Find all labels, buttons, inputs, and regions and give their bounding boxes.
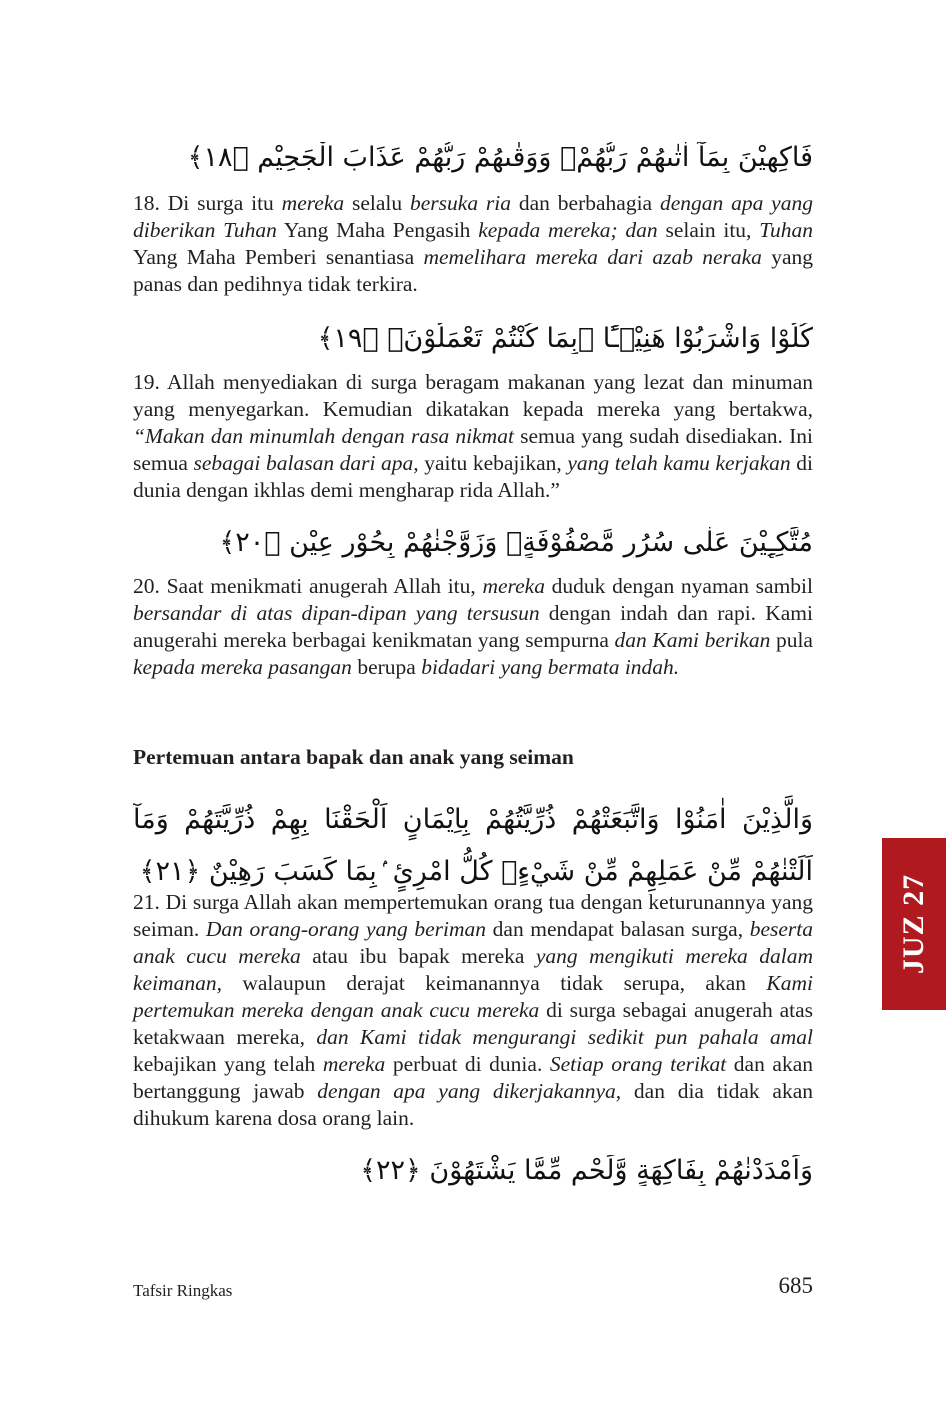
translation-verse-20: [133, 573, 813, 681]
text-run: dan akan bertanggung jawab: [133, 1052, 813, 1103]
italic-phrase: Setiap orang terikat: [549, 1052, 727, 1076]
text-run: 21. Di surga Allah akan mempertemukan orang tua dengan keturunannya yang seiman.: [133, 890, 813, 941]
juz-tab: [882, 838, 946, 1010]
italic-phrase: memelihara mereka dari azab neraka: [423, 245, 762, 269]
arabic-verse-20: مُتَّكِـِٕيْنَ عَلٰى سُرُرٍ مَّصْفُوْفَةٍۚ وَزَوَّجْنٰهُمْ بِحُوْرٍ عِيْنٍ ﴿٢٠﴾: [219, 527, 813, 558]
text-run: yang panas dan pedihnya tidak terkira.: [133, 245, 814, 296]
text-run: dan berbahagia: [511, 191, 660, 215]
italic-phrase: dan Kami tidak mengurangi sedikit pun pahala amal: [316, 1025, 813, 1049]
italic-phrase: kepada mereka; dan: [478, 218, 658, 242]
text-run: yaitu kebajikan,: [418, 451, 568, 475]
italic-phrase: kepada mereka pasangan: [133, 655, 352, 679]
text-run: semua yang sudah disediakan. Ini semua: [133, 424, 814, 475]
italic-phrase: dengan apa yang dikerjakannya,: [317, 1079, 622, 1103]
text-run: dengan indah dan rapi. Kami anugerahi mereka berbagai kenikmatan yang sempurna: [133, 601, 813, 652]
text-run: walaupun derajat keimanannya tidak serupa, akan: [221, 971, 767, 995]
text-run: duduk dengan nyaman sambil: [544, 574, 813, 598]
arabic-verse-21: وَالَّذِيْنَ اٰمَنُوْا وَاتَّبَعَتْهُمْ ذُرِّيَّتُهُمْ بِاِيْمَانٍ اَلْحَقْنَا بِهِمْ ذُرِّيَّتَهُمْ وَمَآ اَلَتْنٰهُمْ مِّنْ عَمَلِهِمْ مِّنْ شَيْءٍۗ كُلُّ امْرِئٍ ۢبِمَا كَسَبَ رَهِيْنٌ ﴿٢١﴾: [133, 804, 813, 887]
text-run: pula: [770, 628, 813, 652]
text-run: di dunia dengan ikhlas demi mengharap rida Allah.”: [133, 451, 813, 502]
italic-phrase: yang mengikuti mereka dalam keimanan,: [133, 944, 813, 995]
text-run: atau ibu bapak mereka: [300, 944, 536, 968]
italic-phrase: bersandar di atas dipan-dipan yang tersusun: [133, 601, 540, 625]
text-run: kebajikan yang telah: [133, 1052, 323, 1076]
text-run: perbuat di dunia.: [385, 1052, 550, 1076]
italic-phrase: yang telah kamu kerjakan: [567, 451, 791, 475]
page-number: 685: [778, 1273, 813, 1298]
text-run: Yang Maha Pengasih: [276, 218, 479, 242]
text-run: selain itu,: [657, 218, 760, 242]
translation-verse-18: [133, 190, 813, 298]
italic-phrase: bersuka ria: [410, 191, 512, 215]
footer-book-title: Tafsir Ringkas: [133, 1281, 233, 1300]
italic-phrase: Dan orang-orang yang beriman: [205, 917, 487, 941]
juz-tab-label: JUZ 27: [897, 873, 930, 975]
italic-phrase: “Makan dan minumlah dengan rasa nikmat: [133, 424, 514, 448]
italic-phrase: Tuhan: [759, 218, 813, 242]
translation-verse-21: [133, 889, 813, 1132]
text-run: dan dia tidak akan dihukum karena dosa orang lain.: [133, 1079, 814, 1130]
italic-phrase: dan Kami berikan: [614, 628, 771, 652]
italic-phrase: bidadari yang bermata indah.: [421, 655, 680, 679]
italic-phrase: dengan apa yang diberikan Tuhan: [133, 191, 813, 242]
text-run: 18. Di surga itu: [133, 191, 282, 215]
text-run: dan mendapat balasan surga,: [486, 917, 750, 941]
italic-phrase: mereka: [322, 1052, 386, 1076]
italic-phrase: mereka: [482, 574, 545, 598]
text-run: berupa: [351, 655, 422, 679]
italic-phrase: mereka: [281, 191, 345, 215]
italic-phrase: sebagai balasan dari apa,: [193, 451, 419, 475]
arabic-verse-22: وَاَمْدَدْنٰهُمْ بِفَاكِهَةٍ وَّلَحْمٍ مِّمَّا يَشْتَهُوْنَ ﴿٢٢﴾: [360, 1155, 813, 1186]
text-run: Yang Maha Pemberi senantiasa: [133, 245, 424, 269]
translation-verse-19: [133, 369, 813, 504]
text-run: 20. Saat menikmati anugerah Allah itu,: [133, 574, 483, 598]
text-run: selalu: [344, 191, 411, 215]
text-run: di surga sebagai anugerah atas ketakwaan mereka,: [133, 998, 813, 1049]
arabic-verse-19: كُلُوْا وَاشْرَبُوْا هَنِيْۤـًٔا ۢبِمَا كُنْتُمْ تَعْمَلُوْنَۙ ﴿١٩﴾: [317, 323, 813, 354]
section-heading: Pertemuan antara bapak dan anak yang seiman: [133, 745, 574, 769]
arabic-verse-18: فَاكِهِيْنَ بِمَآ اٰتٰىهُمْ رَبُّهُمْۚ وَوَقٰىهُمْ رَبُّهُمْ عَذَابَ الْجَحِيْمِ ﴿١٨﴾: [187, 142, 813, 173]
italic-phrase: beserta anak cucu mereka: [133, 917, 813, 968]
italic-phrase: Kami pertemukan mereka dengan anak cucu mereka: [133, 971, 813, 1022]
text-run: 19. Allah menyediakan di surga beragam makanan yang lezat dan minuman yang menyegarkan. Kemudian dikatakan kepada mereka yang bertakwa,: [133, 370, 813, 421]
